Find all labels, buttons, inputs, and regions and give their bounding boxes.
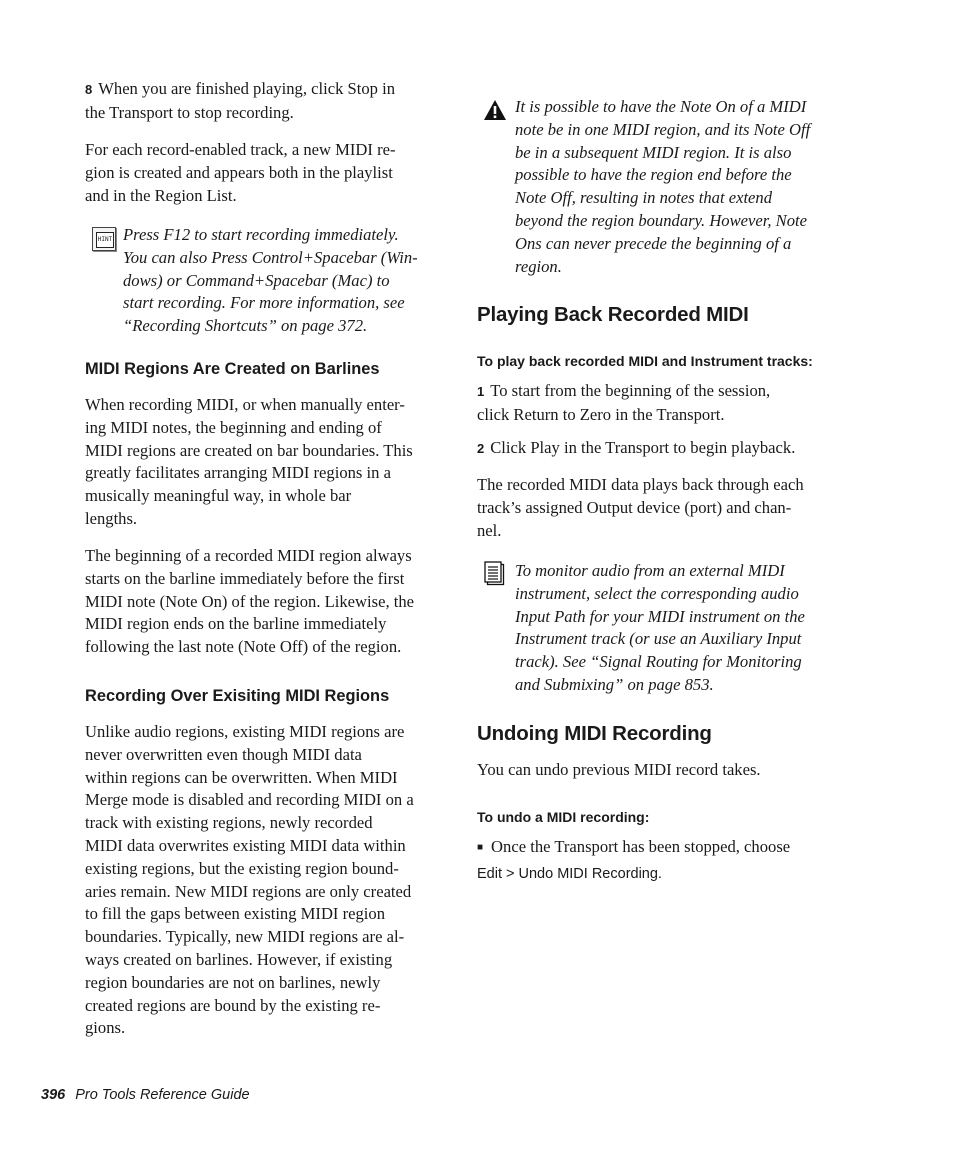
step-text: Click Play in the Transport to begin playback. (490, 438, 796, 457)
step-number: 8 (85, 82, 93, 97)
step-8 (85, 78, 395, 125)
paragraph-overwrite: Unlike audio regions, existing MIDI regions are never overwritten even though MIDI data within regions can be overwritten. When MIDI Merge mode is disabled and recording MIDI on a track with existing regions, newly recorded MIDI data overwrites existing MIDI data within existing regions, but the existing region bound- aries remain. New MIDI regions are only created to fill the gaps between existing MIDI region boundaries. Typically, new MIDI regions are al- ways created on barlines. However, if existing region boundaries are not on barlines, newly created regions are bound by the existing re- gions. (85, 722, 414, 1038)
note-icon (484, 561, 506, 587)
bullet-undo (477, 836, 790, 886)
step-number: 2 (477, 441, 485, 456)
section-heading-playback: Playing Back Recorded MIDI (477, 303, 749, 326)
section-heading-barlines: MIDI Regions Are Created on Barlines (85, 360, 380, 378)
paragraph-region-start: The beginning of a recorded MIDI region always starts on the barline immediately before the first MIDI note (Note On) of the region. Likewise, the MIDI region ends on the barline immediately following the last note (Note Off) of the region. (85, 546, 415, 657)
step-text: To start from the beginning of the session, click Return to Zero in the Transport. (477, 381, 771, 424)
section-heading-undo: Undoing MIDI Recording (477, 722, 712, 745)
page-footer (41, 1085, 250, 1105)
step-text: When you are finished playing, click Stop in the Transport to stop recording. (85, 79, 396, 122)
note-text: To monitor audio from an external MIDI instrument, select the corresponding audio Input Path for your MIDI instrument on the Instrument track (or use an Auxiliary Input track). See “Signal Routing for Monitoring and Submixing” on page 853. (515, 561, 805, 694)
step-number: 1 (477, 384, 485, 399)
bullet-glyph: ■ (477, 842, 484, 853)
tip-icon (92, 227, 116, 251)
step-1 (477, 380, 770, 427)
section-heading-overwrite: Recording Over Exisiting MIDI Regions (85, 687, 390, 705)
step-2 (477, 437, 795, 461)
paragraph-playback: The recorded MIDI data plays back through each track’s assigned Output device (port) and chan- nel. (477, 475, 804, 540)
tip-icon-label: HINT (96, 232, 114, 248)
paragraph-undo: You can undo previous MIDI record takes. (477, 760, 761, 779)
paragraph-new-region: For each record-enabled track, a new MIDI re- gion is created and appears both in the playlist and in the Region List. (85, 140, 396, 205)
procedure-heading-undo: To undo a MIDI recording: (477, 809, 650, 825)
warning-icon (483, 99, 507, 121)
menu-path: Edit > Undo MIDI Recording. (477, 865, 662, 882)
tip-text: Press F12 to start recording immediately. You can also Press Control+Spacebar (Win- dows) or Command+Spacebar (Mac) to start recording. For more information, see “Recording Shortcuts” on page 372. (123, 225, 418, 336)
page-number: 396 (41, 1087, 66, 1103)
guide-title: Pro Tools Reference Guide (75, 1087, 250, 1103)
paragraph-bar-boundaries: When recording MIDI, or when manually enter- ing MIDI notes, the beginning and ending of MIDI regions are created on bar boundaries. This greatly facilitates arranging MIDI regions in a musically meaningful way, in whole bar lengths. (85, 395, 413, 528)
warning-text: It is possible to have the Note On of a MIDI note be in one MIDI region, and its Note Off be in a subsequent MIDI region. It is also possible to have the region end before the Note Off, resulting in notes that extend beyond the region boundary. However, Note Ons can never precede the beginning of a region. (515, 97, 811, 276)
bullet-text: Once the Transport has been stopped, choose (491, 837, 791, 856)
procedure-heading-playback: To play back recorded MIDI and Instrument tracks: (477, 353, 813, 369)
